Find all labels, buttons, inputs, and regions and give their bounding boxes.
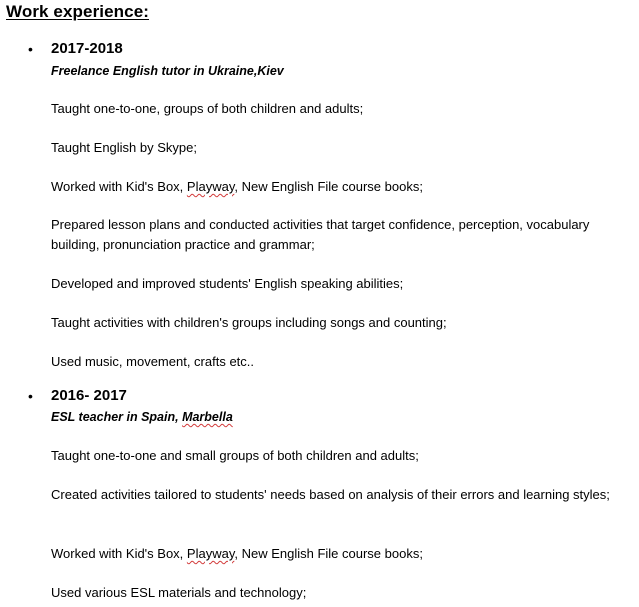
bullet-icon: • [28, 388, 33, 404]
job-duty: Created activities tailored to students' needs based on analysis of their errors and learning styles; [51, 487, 610, 502]
job-duty [51, 177, 611, 197]
job-duty: Taught one-to-one and small groups of both children and adults; [51, 448, 419, 463]
job-duty: Taught one-to-one, groups of both children and adults; [51, 101, 364, 116]
spellcheck-flagged-word: Playway [186, 546, 235, 561]
duty-text: , New English File course books; [234, 179, 423, 194]
job-role-title: Freelance English tutor in Ukraine, [51, 64, 258, 78]
duty-text: Worked with Kid's Box, [51, 179, 187, 194]
duty-text: , New English File course books; [234, 546, 423, 561]
job-duty: Developed and improved students' English speaking abilities; [51, 276, 404, 291]
job-duty [51, 544, 611, 564]
section-title: Work experience: [6, 2, 150, 21]
spellcheck-flagged-word: Playway [186, 179, 235, 194]
job-role-place: Kiev [257, 64, 284, 78]
job-duty: Taught English by Skype; [51, 140, 197, 155]
job-duty: Prepared lesson plans and conducted activities that target confidence, perception, vocabulary building, pronunciation practice and grammar; [51, 217, 590, 252]
bullet-icon: • [28, 41, 33, 57]
duty-text: Worked with Kid's Box, [51, 546, 187, 561]
job-role-place: Marbella [182, 410, 233, 424]
job-duty: Taught activities with children's groups including songs and counting; [51, 315, 447, 330]
job-duty: Used music, movement, crafts etc.. [51, 354, 255, 369]
job-role [51, 64, 284, 78]
job-role-title: ESL teacher in Spain, [51, 410, 183, 424]
job-period: 2017-2018 [51, 40, 123, 57]
job-role [51, 410, 233, 424]
job-duty: Used various ESL materials and technology; [51, 585, 307, 600]
job-period: 2016- 2017 [51, 387, 127, 404]
